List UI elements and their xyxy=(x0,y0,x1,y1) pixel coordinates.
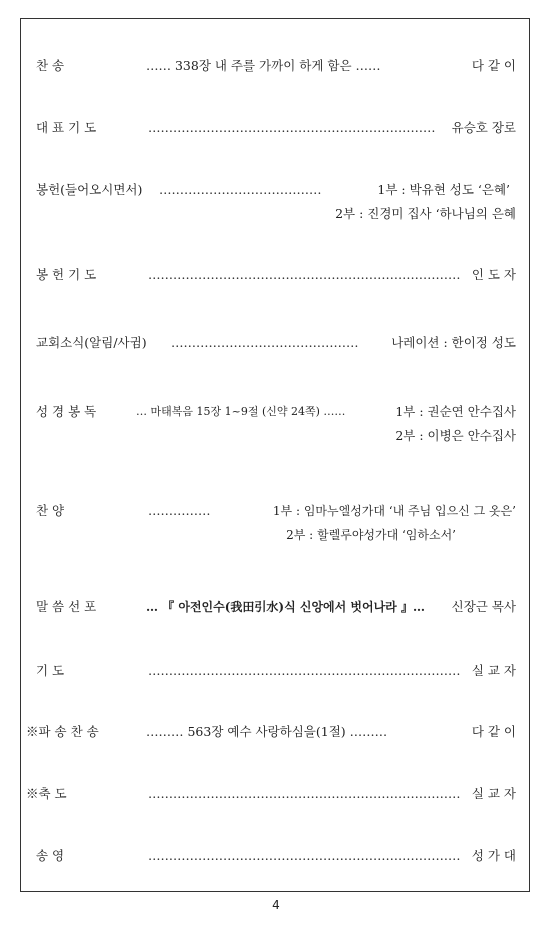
order-detail: ………………………………………………………………… xyxy=(148,663,461,678)
order-leader-second: 2부 : 진경미 집사 ‘하나님의 은혜 xyxy=(335,206,516,221)
order-detail: …………………………………………………………… xyxy=(148,120,436,135)
order-label: ※파 송 찬 송 xyxy=(26,724,99,739)
order-leader: 실 교 자 xyxy=(471,786,516,801)
order-detail: ………………………………… xyxy=(159,182,322,197)
order-leader: 1부 : 임마누엘성가대 ‘내 주님 입으신 그 옷은’ xyxy=(272,504,516,518)
order-detail: … 마태복음 15장 1~9절 (신약 24쪽) …… xyxy=(136,405,346,418)
order-label: 기 도 xyxy=(36,663,65,678)
order-detail: ………………………………………………………………… xyxy=(148,848,461,863)
order-leader: 나레이션 : 한이정 성도 xyxy=(391,335,516,350)
order-label: 봉 헌 기 도 xyxy=(36,267,97,282)
order-detail: ………………………………………………………………… xyxy=(148,267,461,282)
order-detail: …… 338장 내 주를 가까이 하게 함은 …… xyxy=(146,58,381,73)
order-detail: ………………………………………………………………… xyxy=(148,786,461,801)
order-leader: 신장근 목사 xyxy=(451,599,516,614)
order-leader: 다 같 이 xyxy=(471,724,516,739)
order-leader: 다 같 이 xyxy=(471,58,516,73)
order-leader: 인 도 자 xyxy=(471,267,516,282)
order-label: ※축 도 xyxy=(26,786,67,801)
order-label: 찬 양 xyxy=(36,503,65,518)
order-leader: 1부 : 박유현 성도 ‘은혜’ xyxy=(377,182,510,197)
order-leader: 성 가 대 xyxy=(471,848,516,863)
order-label: 대 표 기 도 xyxy=(36,120,97,135)
order-label: 봉헌(들어오시면서) xyxy=(36,182,143,197)
order-label: 말 씀 선 포 xyxy=(36,599,97,614)
order-label: 송 영 xyxy=(36,848,65,863)
order-label: 찬 송 xyxy=(36,58,65,73)
program-frame xyxy=(20,18,530,892)
order-detail: ……… 563장 예수 사랑하심을(1절) ……… xyxy=(146,724,388,739)
order-leader: 유승호 장로 xyxy=(451,120,516,135)
order-detail: ……………………………………… xyxy=(171,335,359,350)
order-leader-second: 2부 : 이병은 안수집사 xyxy=(395,428,516,443)
order-leader: 1부 : 권순연 안수집사 xyxy=(395,404,516,419)
order-leader: 실 교 자 xyxy=(471,663,516,678)
order-detail: …………… xyxy=(148,503,211,518)
sermon-title: … 『 아전인수(我田引水)식 신앙에서 벗어나라 』… xyxy=(146,600,425,614)
page-number: 4 xyxy=(272,898,280,912)
order-label: 교회소식(알림/사귐) xyxy=(36,335,147,350)
order-label: 성 경 봉 독 xyxy=(36,404,97,419)
order-leader-second: 2부 : 할렐루야성가대 ‘임하소서’ xyxy=(286,528,456,542)
